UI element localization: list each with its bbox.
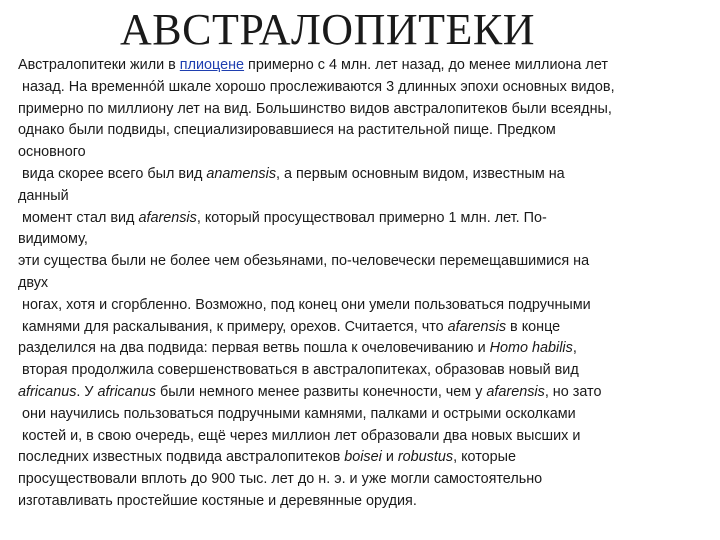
text-segment: , но зато bbox=[544, 383, 602, 400]
italic-term: robustus bbox=[397, 449, 454, 466]
text-line bbox=[18, 317, 708, 339]
text-segment: назад. На временнóй шкале хорошо прослеживаются 3 длинных эпохи основных видов, bbox=[18, 78, 615, 95]
text-segment: в конце bbox=[506, 318, 561, 335]
text-line bbox=[18, 120, 708, 142]
italic-term: anamensis bbox=[206, 165, 277, 182]
text-line bbox=[18, 229, 708, 251]
text-line bbox=[18, 186, 708, 208]
text-segment: и bbox=[381, 449, 398, 466]
text-line bbox=[18, 208, 708, 230]
text-segment: основного bbox=[18, 144, 86, 161]
text-segment: примерно с 4 млн. лет назад, до менее миллиона лет bbox=[244, 57, 608, 73]
pliocene-link[interactable]: плиоцене bbox=[179, 57, 245, 73]
text-segment: видимому, bbox=[18, 231, 88, 248]
text-segment: однако были подвиды, специализировавшиеся на растительной пище. Предком bbox=[18, 122, 556, 139]
text-segment: вида скорее всего был вид bbox=[18, 165, 207, 182]
text-line bbox=[18, 273, 708, 295]
text-segment: . У bbox=[76, 383, 98, 400]
text-line bbox=[18, 491, 708, 513]
text-segment: изготавливать простейшие костяные и деревянные орудия. bbox=[18, 492, 417, 509]
italic-term: Homo habilis bbox=[489, 340, 573, 357]
text-line bbox=[18, 382, 708, 404]
text-segment: последних известных подвида австралопитеков bbox=[18, 449, 345, 466]
italic-term: africanus bbox=[18, 383, 77, 400]
text-segment: были немного менее развиты конечности, чем у bbox=[155, 383, 487, 400]
text-line bbox=[18, 55, 708, 77]
text-segment: разделился на два подвида: первая ветвь пошла к очеловечиванию и bbox=[18, 340, 490, 357]
slide-title: АВСТРАЛОПИТЕКИ bbox=[120, 5, 536, 54]
italic-term: africanus bbox=[97, 383, 156, 400]
text-line bbox=[18, 447, 708, 469]
text-segment: вторая продолжила совершенствоваться в австралопитеках, образовав новый вид bbox=[18, 362, 579, 379]
italic-term: afarensis bbox=[447, 318, 507, 335]
text-line bbox=[18, 251, 708, 273]
text-line bbox=[18, 404, 708, 426]
body-paragraph bbox=[18, 55, 708, 513]
text-segment: эти существа были не более чем обезьянами, по-человечески перемещавшимися на bbox=[18, 253, 590, 270]
text-line bbox=[18, 469, 708, 491]
text-segment: они научились пользоваться подручными камнями, палками и острыми осколками bbox=[18, 405, 576, 422]
text-segment: , который просуществовал примерно 1 млн. лет. По- bbox=[196, 209, 547, 226]
italic-term: afarensis bbox=[138, 209, 197, 226]
text-line bbox=[18, 77, 708, 99]
text-segment: примерно по миллиону лет на вид. Большинство видов австралопитеков были всеядны, bbox=[18, 100, 612, 117]
text-segment: , bbox=[572, 340, 577, 357]
text-line bbox=[18, 164, 708, 186]
text-segment: костей и, в свою очередь, ещё через миллион лет образовали два новых высших и bbox=[18, 427, 581, 444]
text-line bbox=[18, 360, 708, 382]
text-segment: данный bbox=[18, 187, 69, 204]
text-line bbox=[18, 295, 708, 317]
text-segment: момент стал вид bbox=[18, 209, 139, 226]
text-segment: двух bbox=[18, 274, 49, 291]
text-segment: просуществовали вплоть до 900 тыс. лет до н. э. и уже могли самостоятельно bbox=[18, 471, 543, 488]
text-line bbox=[18, 338, 708, 360]
text-line bbox=[18, 99, 708, 121]
text-segment: камнями для раскалывания, к примеру, орехов. Считается, что bbox=[18, 318, 448, 335]
italic-term: boisei bbox=[344, 449, 382, 466]
text-line bbox=[18, 142, 708, 164]
text-segment: ногах, хотя и сгорбленно. Возможно, под конец они умели пользоваться подручными bbox=[18, 296, 591, 313]
text-segment: Австралопитеки жили в bbox=[18, 57, 180, 73]
italic-term: afarensis bbox=[486, 383, 545, 400]
text-segment: , которые bbox=[453, 449, 517, 466]
text-segment: , а первым основным видом, известным на bbox=[276, 165, 565, 182]
text-line bbox=[18, 426, 708, 448]
